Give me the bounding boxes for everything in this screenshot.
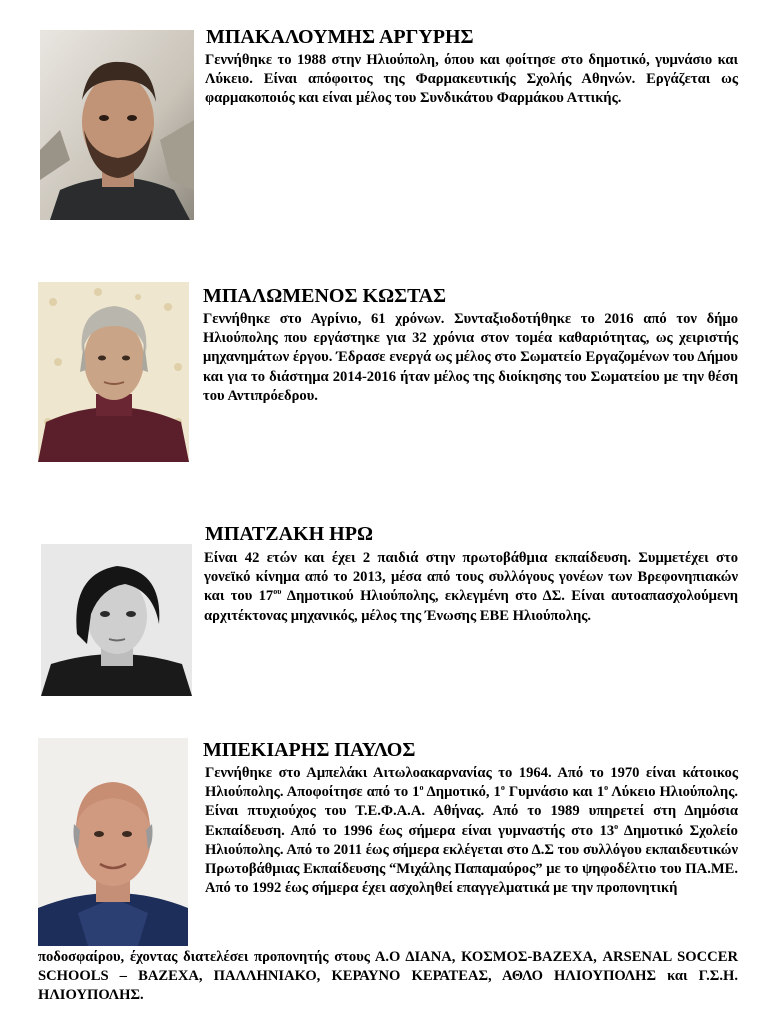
photo-batzaki [41, 544, 192, 696]
photo-balomenos [38, 282, 189, 462]
person-name: ΜΠΑΤΖΑΚΗ ΗΡΩ [205, 523, 373, 545]
person-bio: Γεννήθηκε το 1988 στην Ηλιούπολη, όπου και φοίτησε στο δημοτικό, γυμνάσιο και Λύκειο. Είναι απόφοιτος της Φαρμακευτικής Σχολής Αθηνών. Εργάζεται ως φαρμακοποιός και είναι μέλος του Συνδικάτου Φαρμάκου Αττικής. [205, 52, 738, 107]
person-name: ΜΠΑΛΩΜΕΝΟΣ ΚΩΣΤΑΣ [203, 285, 447, 307]
photo-bakaloumis [40, 30, 194, 220]
person-name: ΜΠΑΚΑΛΟΥΜΗΣ ΑΡΓΥΡΗΣ [206, 26, 474, 48]
person-name: ΜΠΕΚΙΑΡΗΣ ΠΑΥΛΟΣ [203, 739, 416, 761]
photo-bekiaris [38, 738, 188, 946]
person-bio-continued: ποδοσφαίρου, έχοντας διατελέσει προπονητής στους Α.Ο ΔΙΑΝΑ, ΚΟΣΜΟΣ-ΒΑΖΕΧΑ, ARSENAL SOCCER SCHOOLS – ΒΑΖΕΧΑ, ΠΑΛΛΗΝΙΑΚΟ, ΚΕΡΑΥΝΟ ΚΕΡΑΤΕΑΣ, ΑΘΛΟ ΗΛΙΟΥΠΟΛΗΣ και Γ.Σ.Η. ΗΛΙΟΥΠΟΛΗΣ. [38, 949, 738, 1004]
person-bio: Γεννήθηκε στο Αγρίνιο, 61 χρόνων. Συνταξιοδοτήθηκε το 2016 από τον δήμο Ηλιούπολης που εργάστηκε για 32 χρόνια στον τομέα καθαριότητας, ως χειριστής μηχανημάτων έργου. Έδρασε ενεργά ως μέλος στο Σωματείο Εργαζομένων του Δήμου και για το διάστημα 2014-2016 ήταν μέλος της διοίκησης του Σωματείου με την θέση του Αντιπρόεδρου. [203, 311, 738, 404]
person-bio: Γεννήθηκε στο Αμπελάκι Αιτωλοακαρνανίας το 1964. Από το 1970 είναι κάτοικος Ηλιούπολης. Αποφοίτησε από το $1^o$ Δημοτικό, $1^o$ Γυμνάσιο και $1^o$ Λύκειο Ηλιούπολης. Είναι πτυχιούχος του Τ.Ε.Φ.Α.Α. Αθήνας. Από το 1989 υπηρετεί στη Δημόσια Εκπαίδευση. Από το 1996 έως σήμερα είναι γυμναστής στο $13^o$ Δημοτικό Σχολείο Ηλιούπολης. Από το 2011 έως σήμερα εκλέγεται στο Δ.Σ του συλλόγου εκπαιδευτικών Πρωτοβάθμιας Εκπαίδευσης “Μιχάλης Παπαμαύρος” με το ψηφοδέλτιο του ΠΑ.ΜΕ. Από το 1992 έως σήμερα έχει ασχοληθεί επαγγελματικά με την προπονητική [205, 765, 739, 897]
person-bio: Είναι 42 ετών και έχει 2 παιδιά στην πρωτοβάθμια εκπαίδευση. Συμμετέχει στο γονεϊκό κίνημα από το 2013, μέσα από τους συλλόγους γονέων των Βρεφονηπιακών και του $17^{o\upsilon}$ Δημοτικού Ηλιούπολης, εκλεγμένη στο ΔΣ. Είναι αυτοαπασχολούμενη αρχιτέκτονας μηχανικός, μέλος της Ένωσης ΕΒΕ Ηλιούπολης. [204, 550, 738, 624]
